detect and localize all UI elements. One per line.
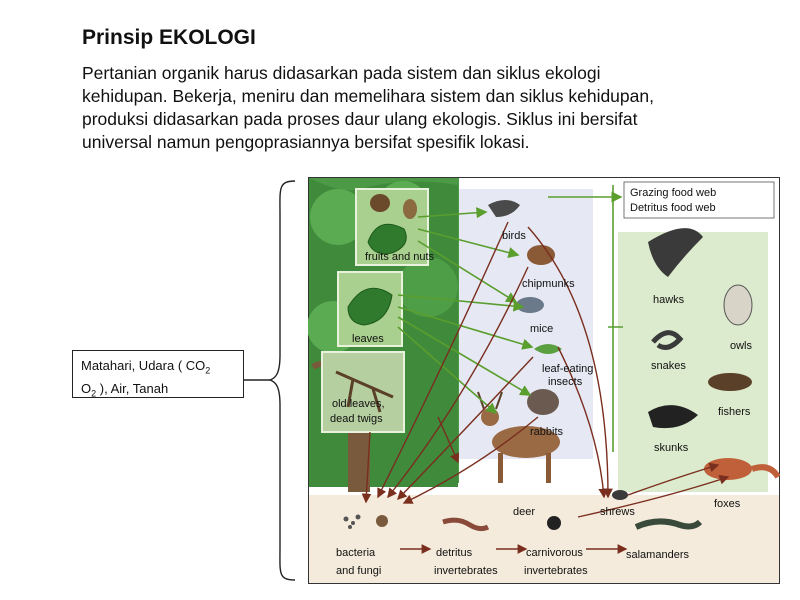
callout-text: ), Air, Tanah [96,380,169,396]
label-foxes: foxes [714,498,741,510]
label-skunks: skunks [654,442,689,454]
owl-icon [724,285,752,325]
shrew-icon [612,490,628,500]
label-fishers: fishers [718,406,751,418]
fisher-icon [708,373,752,391]
environment-callout-box [72,350,244,398]
label-fruits: fruits and nuts [365,251,435,263]
mouse-icon [516,297,544,313]
label-rabbits: rabbits [530,426,564,438]
callout-text: O [81,380,92,396]
acorn-icon [370,194,390,212]
label-birds: birds [502,230,526,242]
label-carnivorous-invertebrates: invertebrates [524,565,588,577]
label-detritus-invertebrates: invertebrates [434,565,498,577]
label-hawks: hawks [653,294,685,306]
callout-subscript: 2 [91,388,97,399]
legend-detritus-label: Detritus food web [630,202,716,214]
label-leaves: leaves [352,333,384,345]
acorn-icon [403,199,417,219]
description-paragraph [82,62,732,154]
label-old-leaves: old leaves, [332,398,385,410]
food-web-diagram [308,177,780,584]
label-leaf-eating: leaf-eating [542,363,594,375]
label-salamanders: salamanders [626,549,689,561]
label-dead-twigs: dead twigs [330,413,383,425]
rabbit-icon [527,389,559,415]
label-shrews: shrews [600,506,635,518]
brace-connector [240,175,310,587]
label-insects: insects [548,376,583,388]
beetle-icon [547,516,561,530]
chipmunk-icon [527,245,555,265]
paragraph-line: kehidupan. Bekerja, meniru dan memelihara sistem dan siklus kehidupan, [82,86,654,106]
label-deer: deer [513,506,536,518]
label-and-fungi: and fungi [336,565,382,577]
label-chipmunks: chipmunks [522,278,575,290]
paragraph-line: Pertanian organik harus didasarkan pada sistem dan siklus ekologi [82,63,601,83]
paragraph-line: universal namun pengoprasiannya bersifat spesifik lokasi. [82,132,530,152]
paragraph-line: produksi didasarkan pada proses daur ulang ekologis. Siklus ini bersifat [82,109,638,129]
callout-subscript: 2 [205,365,211,376]
predator-panel [618,232,768,492]
label-bacteria: bacteria [336,547,376,559]
page-title: Prinsip EKOLOGI [82,26,256,49]
label-carnivorous: carnivorous [526,547,583,559]
legend-grazing-label: Grazing food web [630,187,717,199]
label-mice: mice [530,323,554,335]
label-detritus: detritus [436,547,473,559]
label-snakes: snakes [651,360,686,372]
callout-text: Matahari, Udara ( CO [81,358,206,373]
curly-brace [270,181,295,580]
label-owls: owls [730,340,753,352]
